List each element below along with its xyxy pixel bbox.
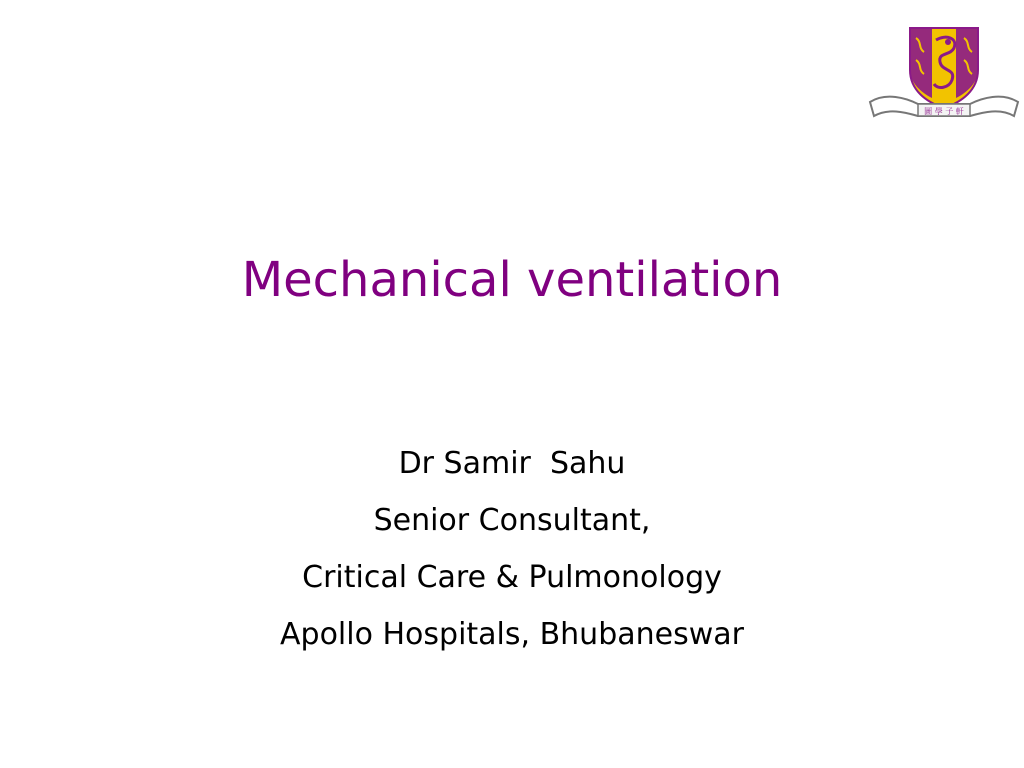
- subtitle-line-position: Senior Consultant,: [373, 503, 651, 538]
- subtitle-line-author: Dr Samir Sahu: [398, 446, 626, 481]
- slide-subtitle: [0, 435, 1024, 663]
- subtitle-line-institution: Apollo Hospitals, Bhubaneswar: [280, 617, 744, 652]
- university-crest-icon: [866, 20, 1022, 122]
- subtitle-line-department: Critical Care & Pulmonology: [302, 560, 722, 595]
- slide-title: Mechanical ventilation: [241, 252, 783, 308]
- banner-text: 圖 學 子 軒: [924, 107, 964, 116]
